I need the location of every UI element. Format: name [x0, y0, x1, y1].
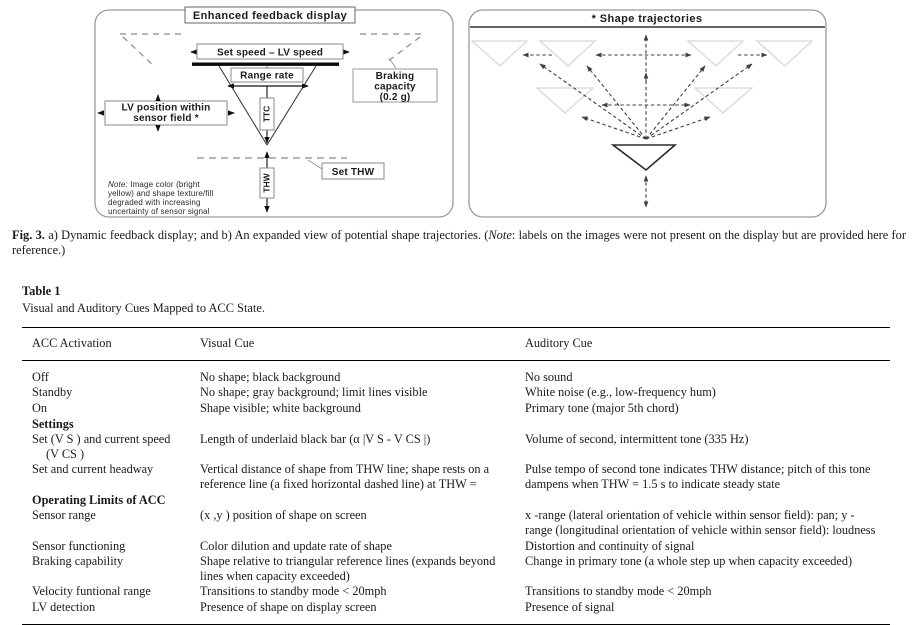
table-cell: Standby	[32, 385, 73, 400]
column-header-visual-cue: Visual Cue	[200, 328, 525, 361]
table-cell: Color dilution and update rate of shape	[200, 538, 392, 553]
table-row	[22, 554, 890, 584]
table-header-row	[22, 328, 890, 361]
table-cell: Set and current headway	[32, 462, 154, 477]
table-cell: Vertical distance of shape from THW line; shape rests on a reference line (a fixed horizontal dashed line) at THW =	[200, 462, 490, 491]
table-cell: White noise (e.g., low-frequency hum)	[525, 385, 716, 400]
table-cell: No shape; black background	[200, 369, 341, 384]
table-cell	[525, 492, 890, 508]
table-row	[22, 508, 890, 538]
table-cell: (x ,y ) position of shape on screen	[200, 508, 367, 523]
table-cell: Transitions to standby mode < 20mph	[525, 584, 712, 599]
table-cell	[200, 416, 525, 432]
lv-position-label-line2: sensor field *	[133, 113, 199, 124]
table-section-row	[22, 492, 890, 508]
table-cell: Shape visible; white background	[200, 400, 361, 415]
note-line4: uncertainty of sensor signal	[108, 207, 210, 216]
panel-enhanced-feedback-display	[95, 7, 453, 217]
table-row	[22, 400, 890, 416]
figure-3-image	[90, 6, 830, 222]
table-cell: Presence of shape on display screen	[200, 600, 377, 614]
table-cell: Braking capability	[32, 554, 124, 569]
braking-capacity-line3: (0.2 g)	[379, 92, 411, 103]
table-label: Table 1	[22, 284, 61, 298]
figure-caption-label: Fig. 3.	[12, 228, 45, 242]
svg-text:Note: Image color (	[108, 180, 200, 189]
table-cell: Distortion and continuity of signal	[525, 538, 695, 553]
table-caption: Visual and Auditory Cues Mapped to ACC State.	[22, 301, 265, 315]
table-cell: Volume of second, intermittent tone (335 Hz)	[525, 432, 749, 447]
table-cell: No shape; gray background; limit lines visible	[200, 385, 428, 400]
table-cell: Presence of signal	[525, 600, 615, 614]
table-cell: Operating Limits of ACC	[32, 492, 166, 507]
table-cell: Set (V S ) and current speed (V CS )	[32, 432, 171, 461]
table-cell: No sound	[525, 369, 573, 384]
set-speed-label: Set speed – LV speed	[216, 47, 324, 59]
table-cell	[525, 416, 890, 432]
ttc-label: TTC	[261, 105, 272, 123]
braking-capacity-line1: Braking	[375, 71, 415, 82]
panel-shape-trajectories	[469, 10, 826, 217]
table-section-row	[22, 416, 890, 432]
note-line2: yellow) and shape texture/fill	[108, 189, 214, 198]
table-1-block	[22, 284, 890, 625]
underlaid-black-bar	[192, 63, 339, 66]
table-cell: Off	[32, 369, 49, 384]
table-cell: Transitions to standby mode < 20mph	[200, 584, 387, 599]
note-line3: degraded with increasing	[108, 198, 201, 207]
acc-cues-table	[22, 327, 890, 625]
column-header-acc-activation: ACC Activation	[22, 328, 200, 361]
panel-a-title: Enhanced feedback display	[192, 10, 348, 22]
table-cell: LV detection	[32, 600, 96, 614]
table-cell: Pulse tempo of second tone indicates THW distance; pitch of this tone dampens when THW = 1.5 s to indicate steady state	[525, 462, 871, 491]
panel-b-title: * Shape trajectories	[591, 13, 703, 25]
table-row	[22, 600, 890, 625]
table-row	[22, 360, 890, 385]
column-header-auditory-cue: Auditory Cue	[525, 328, 890, 361]
table-cell: Settings	[32, 416, 74, 431]
range-rate-label: Range rate	[240, 70, 294, 82]
table-row	[22, 432, 890, 462]
braking-capacity-line2: capacity	[374, 81, 416, 93]
table-row	[22, 385, 890, 401]
thw-label: THW	[261, 173, 272, 193]
lv-position-label-line1: LV position within	[121, 102, 211, 114]
table-cell: Sensor functioning	[32, 538, 126, 553]
note-line1: Image color (bright	[130, 180, 200, 189]
table-cell: Length of underlaid black bar (α |V S - V CS |)	[200, 432, 431, 447]
note-prefix: Note:	[108, 180, 128, 189]
table-cell: Shape relative to triangular reference lines (expands beyond lines when capacity exceeded)	[200, 554, 496, 583]
table-cell: Primary tone (major 5th chord)	[525, 400, 679, 415]
table-row	[22, 538, 890, 554]
figure-caption: Fig. 3. a) Dynamic feedback display; and b) An expanded view of potential shape trajectories. (Note: labels on the images were not present on the display but are provided here for reference.)	[12, 228, 907, 258]
table-cell	[200, 492, 525, 508]
table-cell: On	[32, 400, 48, 415]
table-cell: Change in primary tone (a whole step up when capacity exceeded)	[525, 554, 853, 569]
set-thw-label: Set THW	[331, 167, 375, 178]
table-cell: Sensor range	[32, 508, 96, 523]
table-cell: Velocity funtional range	[32, 584, 151, 599]
table-row	[22, 462, 890, 492]
panel-a-note	[108, 180, 214, 216]
table-row	[22, 584, 890, 600]
table-cell: x -range (lateral orientation of vehicle within sensor field): pan; y -range (longitudinal orientation of vehicle within sensor field): loudness	[525, 508, 876, 537]
